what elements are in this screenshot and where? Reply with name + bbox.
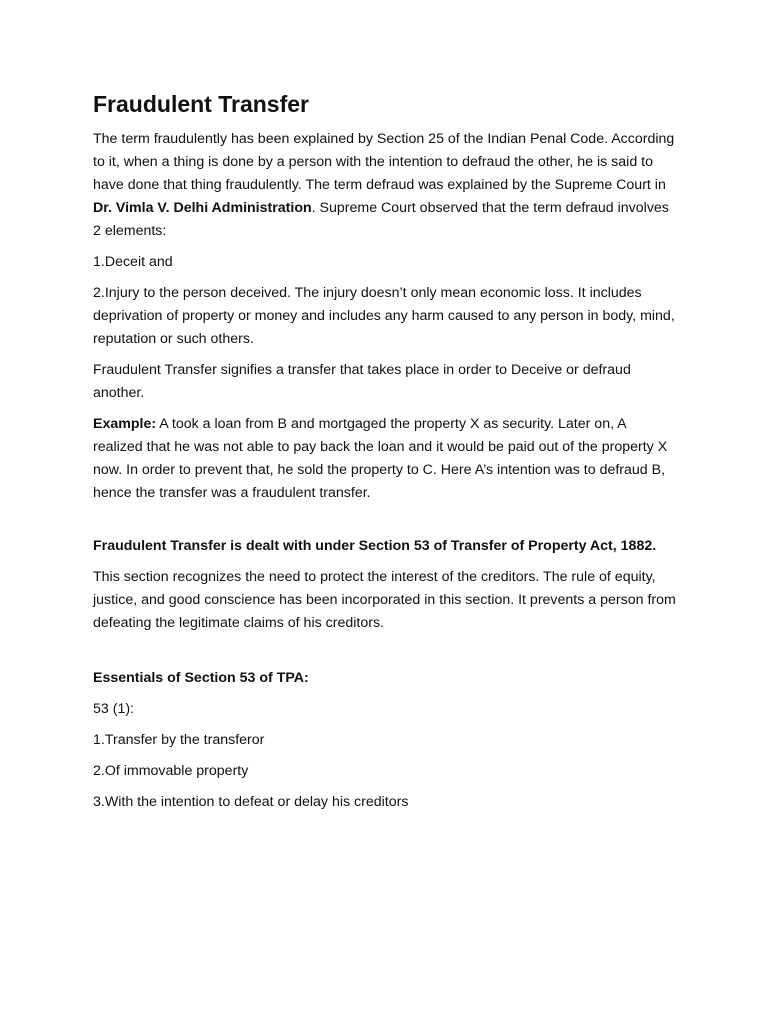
essentials-heading-text: Essentials of Section 53 of TPA: [93,670,309,686]
document-page [93,88,678,822]
element-item: 2.Injury to the person deceived. The injury doesn’t only mean economic loss. It includes deprivation of property or money and includes any harm caused to any person in body, mind, reputation or such others. [93,285,675,347]
spacer [93,513,678,535]
example-label: Example: [93,416,157,432]
section-heading [93,535,678,558]
definition-paragraph: Fraudulent Transfer signifies a transfer that takes place in order to Deceive or defraud another. [93,362,631,401]
essential-item: 2.Of immovable property [93,763,249,779]
document-title: Fraudulent Transfer [93,91,309,117]
essentials-heading [93,667,678,690]
section-heading-text: Fraudulent Transfer is dealt with under Section 53 of Transfer of Property Act, 1882. [93,538,657,554]
intro-paragraph [93,128,678,243]
element-item: 1.Deceit and [93,254,173,270]
subsection-label: 53 (1): [93,701,135,717]
example-text: A took a loan from B and mortgaged the property X as security. Later on, A realized that he was not able to pay back the loan and it would be paid out of the property X now. In order to prevent that, he sold the property to C. Here A’s intention was to defraud B, hence the transfer was a fraudulent transfer. [93,416,668,501]
example-paragraph [93,413,678,505]
essential-item: 1.Transfer by the transferor [93,732,265,748]
case-name: Dr. Vimla V. Delhi Administration [93,200,312,216]
section-paragraph: This section recognizes the need to protect the interest of the creditors. The rule of equity, justice, and good conscience has been incorporated in this section. It prevents a person from defeating the legitimate claims of his creditors. [93,569,676,631]
spacer [93,643,678,667]
essential-item: 3.With the intention to defeat or delay his creditors [93,794,409,810]
intro-text-b: . Supreme Court observed that the term defraud involves 2 elements: [93,200,669,239]
intro-text-a: The term fraudulently has been explained by Section 25 of the Indian Penal Code. According to it, when a thing is done by a person with the intention to defraud the other, he is said to have done that thing fraudulently. The term defraud was explained by the Supreme Court in [93,131,675,193]
